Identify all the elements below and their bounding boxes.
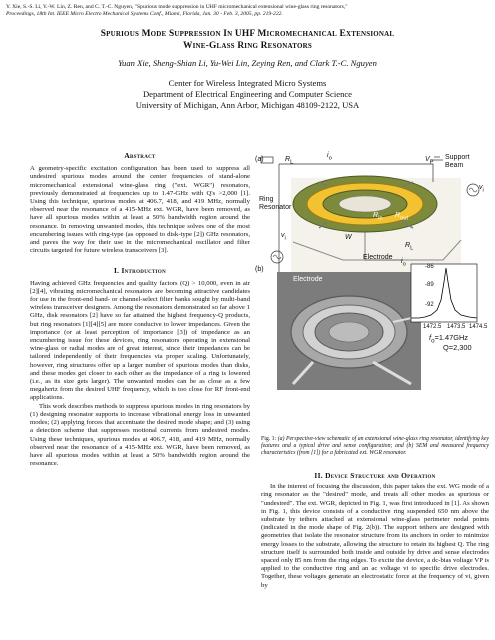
left-column <box>30 152 250 468</box>
w-symbol: W <box>345 234 352 241</box>
interconnect-label: Interconnect <box>355 402 394 409</box>
input-voltage-label-left <box>281 232 286 243</box>
intro-paragraph-2: This work describes methods to suppress spurious modes in ring resonators by (1) designing resonator supports to increase vibrational energy loss in unwanted modes; (2) applying forces that accentuate the desired mode shape; and (3) using a detection scheme that suppresses motional currents from undesired modes. Using these techniques, spurious modes at 406.7, 418, and 419 MHz, normally observed near the resonance of a 415-MHz ext. WGR, have been removed, as have all spurious modes within at least a 50% bandwidth region around the resonance. <box>30 402 250 468</box>
rout-symbol: R <box>395 212 401 219</box>
figure-1-caption <box>261 436 489 457</box>
rl-right-symbol: R <box>405 242 411 249</box>
output-current-label <box>327 152 332 163</box>
rl-right-subscript: L <box>410 245 414 252</box>
inner-radius-label <box>373 212 383 223</box>
abstract-text: A geometry-specific excitation configuration has been used to suppress all undesired spurious modes around the center frequencies of stand-alone micromechanical extensional wine-glass ring ("ext. WGR") resonators, previously demonstrated at frequencies up to 1.47-GHz with Q's >2,000 [1]. Using this technique, spurious modes at 406.7, 418, and 419 MHz, normally observed near the resonance of a 415-MHz ext. WGR, have been removed, as have all spurious modes within at least a 50% bandwidth region around the resonance. In removing unwanted modes, this technique solves one of the most encumbering issues with ring-type (as opposed to disk-type [2]) GHz resonators, and paves the way for their use in the micromechanical oscillator and filter circuits targeted for future wireless transceivers [3]. <box>30 165 250 255</box>
ring-resonator-label-b <box>297 396 329 411</box>
io-label-lower <box>401 258 406 269</box>
rin-symbol: R <box>373 212 379 219</box>
io-subscript: o <box>328 155 332 162</box>
support-b-line-2: Beam <box>404 399 423 407</box>
outer-radius-label <box>395 212 408 223</box>
spectrum-ytick-3: -92 <box>425 302 434 308</box>
section-2-heading: II. Device Structure and Operation <box>314 471 436 480</box>
ac-source-wave <box>469 188 477 192</box>
vp-symbol: V <box>425 156 430 163</box>
f0-value: =1.47GHz <box>434 333 468 342</box>
ring-resonator-a-line-2: Resonator <box>259 203 292 211</box>
rl-label-right <box>405 242 413 253</box>
vi-left-subscript: i <box>284 235 286 242</box>
caption-text: (a) Perspective-view schematic of an extensional wine-glass ring resonator, identifying key features and a typical drive and sense configuration; and (b) SEM and measured frequency characteristics (from [1]) for a fabricated ext. WGR resonator. <box>261 436 489 456</box>
f0-symbol: f <box>429 333 432 342</box>
citation-line-1: Y. Xie, S.-S. Li, Y.-W. Lin, Z. Ren, and C. T.-C. Nguyen, "Spurious mode suppression in UHF micromechanical extensional wine-glass ring resonators," <box>6 4 348 10</box>
vi-subscript: i <box>482 187 484 194</box>
support-beam-a-line-2: Beam <box>445 161 464 169</box>
vp-subscript: P <box>429 159 434 166</box>
electrode-label-b: Electrode <box>293 276 323 283</box>
title-line-2: Wine-Glass Ring Resonators <box>183 41 312 51</box>
spectrum-ytick-2: -89 <box>425 282 434 288</box>
figure-1-graphic <box>253 152 489 432</box>
citation-line-2: Proceedings, 18th Int. IEEE Micro Electro Mechanical Systems Conf., Miami, Florida, Jan. 30 - Feb. 3, 2005, pp. 219-222. <box>6 11 283 17</box>
rout-subscript: out <box>400 215 409 222</box>
support-beam-label-a <box>445 154 470 169</box>
spectrum-xtick-2: 1473.5 <box>447 324 466 330</box>
panel-b-label: (b) <box>255 266 264 273</box>
load-resistor-label <box>285 156 293 167</box>
ac-source-left-wave <box>273 255 281 259</box>
abstract-heading: Abstract <box>124 151 156 160</box>
electrode-label-a: Electrode <box>363 254 393 261</box>
quality-factor-label: Q=2,300 <box>443 343 472 352</box>
author-list: Yuan Xie, Sheng-Shian Li, Yu-Wei Lin, Zeying Ren, and Clark T.-C. Nguyen <box>118 58 377 68</box>
support-b-line-1: Support <box>401 392 426 399</box>
panel-a-label: (a) <box>255 156 264 163</box>
rl-symbol: R <box>285 156 291 163</box>
ring-resonator-a-line-1: Ring <box>259 196 274 203</box>
spectrum-frame <box>411 264 477 322</box>
ring-center <box>339 196 391 212</box>
affiliation-line-2: Department of Electrical Engineering and Computer Science <box>142 89 353 99</box>
dc-bias-label <box>425 156 434 167</box>
ring-b-line-1: Ring <box>305 396 321 403</box>
intro-paragraph-1: Having achieved GHz frequencies and quality factors (Q) > 10,000, even in air [2][4], vibrating micromechanical resonators are becoming attractive candidates for use in the front-end band- or channel-select filter banks sought by multi-band wireless transceiver designers. Among the resonators demonstrated so far above 1 GHz, disk resonators [2] have so far attained the highest frequency-Q products, but ring resonators [1][4][5] are more conducive to lower impedances. Given the importance (or at least perception of importance [3]) of impedance as an encumbering issue for these devices, ring resonators operating in extensional wine-glass or radial modes are of great interest, since their impedances can be tailored independently of their frequencies via proper scaling. Unfortunately, however, ring structures offer up a larger number of spurious modes than disks, and these modes get closer to each other as the impedance of a ring is lowered (i.e., as its size gets larger). The unwanted modes can be as close as a few megahertz from the desired UHF frequency, which is too close for RF front-end applications. <box>30 279 250 402</box>
ring-width-label <box>345 234 352 242</box>
input-voltage-label <box>479 184 484 195</box>
caption-number: Fig. 1: <box>261 436 277 442</box>
io-lower-symbol: i <box>401 258 403 265</box>
right-column <box>261 472 489 590</box>
vi-left-symbol: v <box>281 232 285 239</box>
rl-subscript: L <box>290 159 294 166</box>
f0-subscript: o <box>431 337 435 345</box>
io-symbol: i <box>327 152 329 159</box>
citation-header <box>6 4 490 18</box>
io-lower-subscript: o <box>402 261 406 268</box>
vi-symbol: v <box>479 184 483 191</box>
paper-title <box>0 28 495 52</box>
affiliation-line-3: University of Michigan, Ann Arbor, Michigan 48109-2122, USA <box>135 100 360 110</box>
figure-1 <box>253 152 489 432</box>
title-line-1: Spurious Mode Suppression In UHF Micromechanical Extensional <box>100 29 395 39</box>
sem-center <box>329 322 369 342</box>
ring-b-line-2: Resonator <box>297 403 330 411</box>
ring-resonator-label-a <box>259 196 291 211</box>
affiliation-line-1: Center for Wireless Integrated Micro Systems <box>168 78 327 88</box>
support-beam-a-line-1: Support <box>445 154 470 161</box>
spectrum-ytick-1: -86 <box>425 264 434 270</box>
support-beam-label-b <box>401 392 426 407</box>
section-2-paragraph-1: In the interest of focusing the discussion, this paper takes the ext. WG mode of a ring resonator as the "desired" mode, and treats all other modes as spurious or "undesired". The ext. WGR, depicted in Fig. 1, was first introduced in [1]. As shown in Fig. 1, this device consists of a conductive ring suspended 650 nm above the substrate by tethers attached at extensional wine-glass perimeter nodal points (indicated in the mode shape of Fig. 2(b)). The support tethers are designed with geometries that isolate the resonator structure from its anchors in order to minimize energy losses to the substrate, allowing the structure to retain its highest Q. The ring structure itself is surrounded both inside and outside by drive and sense electrodes spaced only 85 nm from the ring edges. To excite the device, a dc-bias voltage VP is applied to the conductive ring and an ac voltage vi to specific drive electrodes. Together, these voltages generate an electrostatic force at the frequency of vi, given by <box>261 483 489 589</box>
rin-subscript: in <box>378 215 383 222</box>
spectrum-xtick-3: 1474.5 <box>469 324 488 330</box>
affiliation <box>0 78 495 111</box>
intro-heading: I. Introduction <box>113 266 166 276</box>
spectrum-xtick-1: 1472.5 <box>423 324 442 330</box>
